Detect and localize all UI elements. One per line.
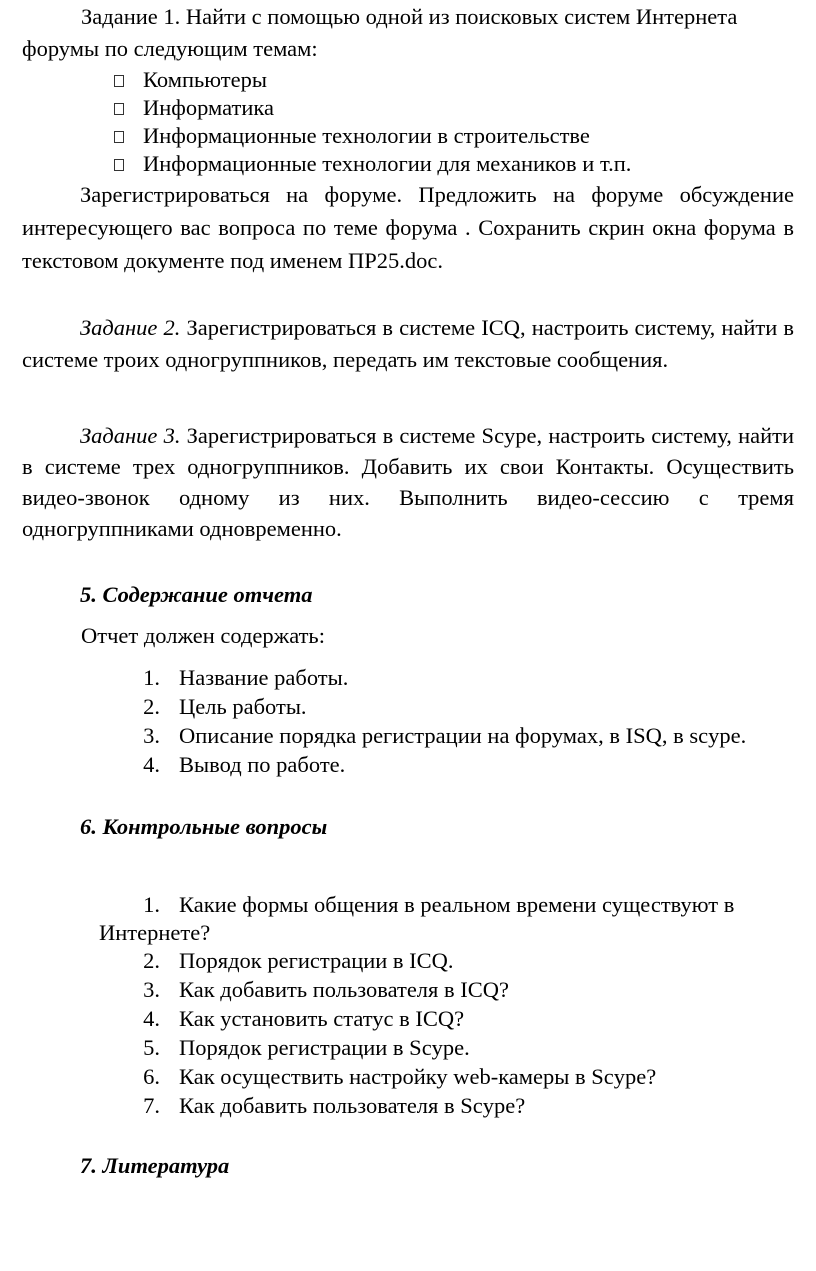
task2-paragraph xyxy=(22,312,794,376)
list-item: Информатика xyxy=(114,94,631,122)
task1-topic-list xyxy=(114,66,631,178)
list-item: Информационные технологии для механиков и т.п. xyxy=(114,150,631,178)
task1-intro-line2: форумы по следующим темам: xyxy=(22,36,318,61)
checkbox-bullet-icon xyxy=(114,131,124,143)
list-item: Информационные технологии в строительстве xyxy=(114,122,631,150)
checkbox-bullet-icon xyxy=(114,159,124,171)
list-item: Компьютеры xyxy=(114,66,631,94)
task3-label: Задание 3. xyxy=(80,423,181,448)
task3-text: Зарегистрироваться в системе Scype, настроить систему, найти в системе трех одногруппников. Добавить их свои Контакты. Осуществить видео-звонок одному из них. Выполнить видео-сессию с тремя одногруппниками одновременно. xyxy=(22,423,795,541)
document-page: Задание 1. Найти с помощью одной из поисковых систем Интернета форумы по следующим темам: Компьютеры Информатика Информационные технологии в строительстве Информационные технологии для механиков и т.п. Зарегистрироваться на форуме. Предложить на форуме обсуждение интересующего вас вопроса по теме форума . Сохранить скрин окна форума в текстовом документе под именем ПР25.doc. Задание 2. Зарегистрироваться в системе ICQ, настроить систему, найти в системе троих одногруппников, передать им текстовые сообщения. Задание 3. Зарегистрироваться в системе Scype, настроить систему, найти в системе трех одногруппников. Добавить их свои Контакты. Осуществить видео-звонок одному из них. Выполнить видео-сессию с тремя одногруппниками одновременно. 5. Содержание отчета Отчет должен содержать: 1. Название работы. 2. Цель работы. 3. Описание порядка регистрации на форумах, в ISQ, в scype. 4. Вывод по работе. 6. Контрольные вопросы 1. Какие формы общения в реальном времени существуют в Интернете? 2. Порядок регистрации в ICQ. 3. Как добавить пользователя в ICQ? 4. Как установить статус в ICQ? 5. Порядок регистрации в Scype. 6. Как осуществить настройку web-камеры в Scype? 7. Как добавить пользователя в Scype? 7. Литература xyxy=(0,0,816,1271)
checkbox-bullet-icon xyxy=(114,103,124,115)
task2-label: Задание 2. xyxy=(80,315,181,340)
section5-heading: 5. Содержание отчета xyxy=(80,582,313,607)
task1-instructions: Зарегистрироваться на форуме. Предложить на форуме обсуждение интересующего вас вопроса по теме форума . Сохранить скрин окна форума в текстовом документе под именем ПР25.doc. xyxy=(22,182,794,273)
task3-paragraph xyxy=(22,420,794,544)
section6-heading: 6. Контрольные вопросы xyxy=(80,814,328,839)
task2-text: Зарегистрироваться в системе ICQ, настроить систему, найти в системе троих одногруппников, передать им текстовые сообщения. xyxy=(22,315,795,372)
checkbox-bullet-icon xyxy=(114,75,124,87)
section5-intro: Отчет должен содержать: xyxy=(81,623,325,648)
task1-intro-line1: Задание 1. Найти с помощью одной из поисковых систем Интернета xyxy=(81,4,738,29)
question-1-continuation: Интернете? xyxy=(99,920,211,945)
section7-heading: 7. Литература xyxy=(80,1153,230,1178)
